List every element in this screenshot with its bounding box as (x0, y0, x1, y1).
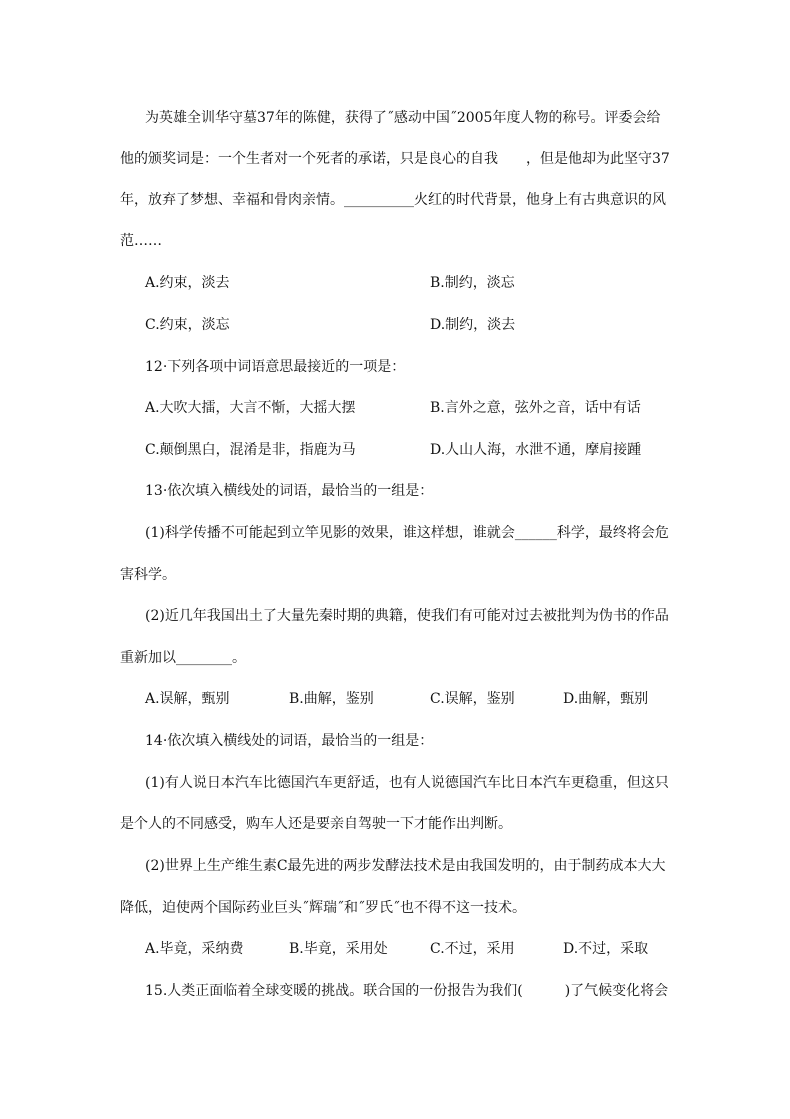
q11-option-d: D.制约，淡去 (430, 317, 516, 333)
q13-option-b: B.曲解，鉴别 (289, 691, 374, 707)
q12-option-a: A.大吹大擂，大言不惭，大摇大摆 (145, 400, 356, 416)
q12-option-d: D.人山人海，水泄不通，摩肩接踵 (430, 442, 642, 458)
q13-option-c: C.误解，鉴别 (430, 691, 515, 707)
q13-sentence2-line2: 重新加以________。 (120, 650, 246, 666)
q13-stem: 13·依次填入横线处的词语，最恰当的一组是： (145, 483, 434, 499)
q15-stem: 15.人类正面临着全球变暖的挑战。联合国的一份报告为我们( )了气候变化将会 (145, 983, 669, 999)
q13-sentence1-line1: (1)科学传播不可能起到立竿见影的效果，谁这样想，谁就会______科学，最终将会危 (145, 525, 669, 541)
q12-stem: 12·下列各项中词语意思最接近的一项是： (145, 359, 406, 375)
passage-line-4: 范…… (120, 233, 162, 249)
q14-option-d: D.不过，采取 (563, 941, 649, 957)
q14-sentence2-line2: 降低，迫使两个国际药业巨头˝辉瑞˝和˝罗氏˝也不得不这一技术。 (120, 900, 526, 916)
q14-option-a: A.毕竟，采纳费 (145, 941, 244, 957)
q14-sentence1-line1: (1)有人说日本汽车比德国汽车更舒适，也有人说德国汽车比日本汽车更稳重，但这只 (145, 775, 669, 791)
q14-sentence1-line2: 是个人的不同感受，购车人还是要亲自驾驶一下才能作出判断。 (120, 816, 512, 832)
passage-line-2: 他的颁奖词是：一个生者对一个死者的承诺，只是良心的自我 ，但是他却为此坚守37 (120, 151, 670, 167)
q13-sentence1-line2: 害科学。 (120, 567, 176, 583)
passage-line-1: 为英雄全训华守墓37年的陈健，获得了˝感动中国˝2005年度人物的称号。评委会给 (145, 110, 661, 126)
q12-option-b: B.言外之意，弦外之音，话中有话 (430, 400, 641, 416)
q14-option-c: C.不过，采用 (430, 941, 515, 957)
q13-sentence2-line1: (2)近几年我国出土了大量先秦时期的典籍，使我们有可能对过去被批判为伪书的作品 (145, 608, 669, 624)
q14-option-b: B.毕竟，采用处 (289, 941, 388, 957)
q11-option-c: C.约束，淡忘 (145, 317, 230, 333)
q11-option-a: A.约束，淡去 (145, 275, 230, 291)
q12-option-c: C.颠倒黑白，混淆是非，指鹿为马 (145, 442, 356, 458)
passage-line-3: 年，放弃了梦想、幸福和骨肉亲情。__________火红的时代背景，他身上有古典意识的风 (120, 192, 666, 208)
q11-option-b: B.制约，淡忘 (430, 275, 515, 291)
q13-option-a: A.误解，甄别 (145, 691, 230, 707)
q13-option-d: D.曲解，甄别 (563, 691, 649, 707)
q14-sentence2-line1: (2)世界上生产维生素C最先进的两步发酵法技术是由我国发明的，由于制药成本大大 (145, 858, 666, 874)
q14-stem: 14·依次填入横线处的词语，最恰当的一组是： (145, 733, 434, 749)
